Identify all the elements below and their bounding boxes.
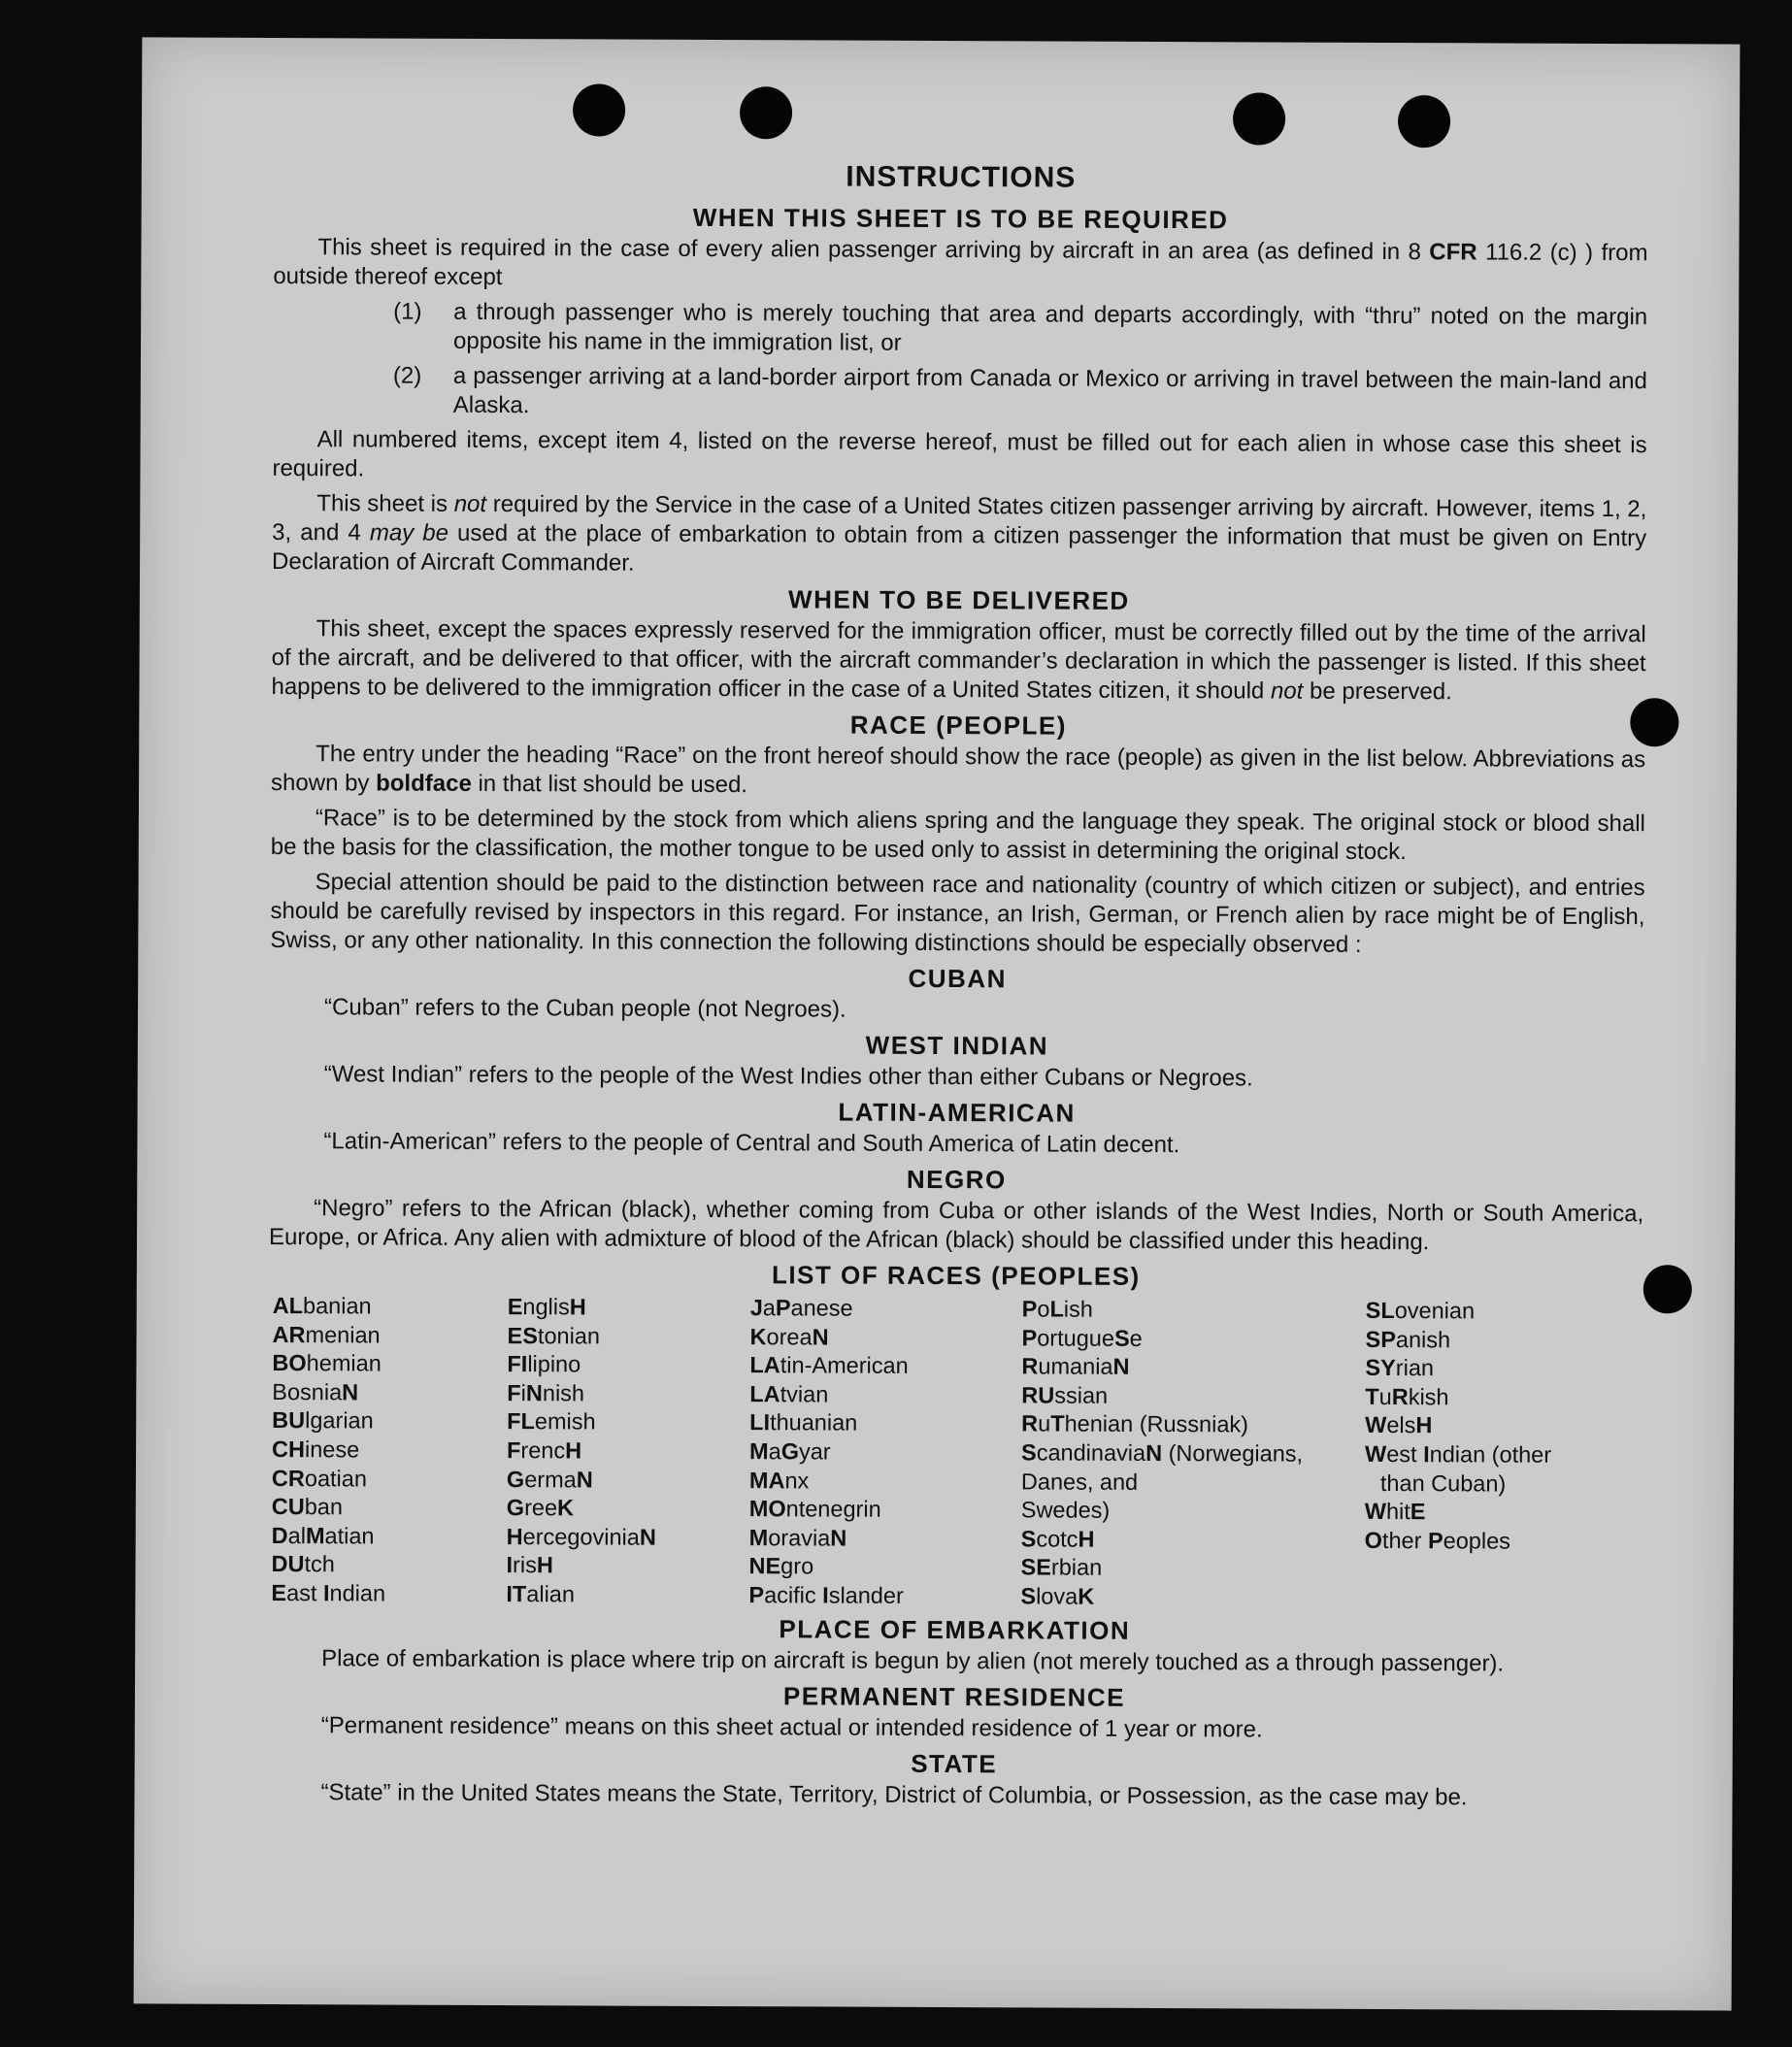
instruction-sheet bbox=[134, 37, 1741, 2010]
residence-heading: PERMANENT RESIDENCE bbox=[782, 1680, 1126, 1712]
race-item: ScotcH bbox=[1020, 1526, 1095, 1552]
race-item: ARmenian bbox=[272, 1321, 381, 1348]
embarkation-heading: PLACE OF EMBARKATION bbox=[779, 1613, 1131, 1645]
when-required-heading: WHEN THIS SHEET IS TO BE REQUIRED bbox=[692, 202, 1229, 235]
race-item: SPanish bbox=[1365, 1326, 1451, 1352]
race-column bbox=[748, 1294, 1021, 1611]
race-paragraph-3: Special attention should be paid to the distinction between race and nationality (country of which citizen or subject), and entries should be carefully revised by inspectors in this regard. For instance, an Irish, German, or French alien by race might be of English, Swiss, or any other nationality. In this connection the following distinctions should be especially observed : bbox=[270, 869, 1645, 958]
latin-american-heading: LATIN-AMERICAN bbox=[838, 1097, 1076, 1128]
race-item: FiNnish bbox=[507, 1379, 585, 1406]
punch-hole bbox=[1398, 95, 1450, 148]
race-item: IrisH bbox=[506, 1552, 553, 1578]
race-item: SYrian bbox=[1365, 1355, 1435, 1381]
race-item: Danes, and bbox=[1020, 1468, 1139, 1495]
race-item: LIthuanian bbox=[749, 1409, 858, 1436]
race-item: EnglisH bbox=[507, 1294, 586, 1320]
race-column bbox=[1020, 1295, 1365, 1612]
race-item: CRoatian bbox=[271, 1465, 367, 1492]
race-item: CHinese bbox=[272, 1436, 360, 1463]
exception-item: (2) a passenger arriving at a land-border airport from Canada or Mexico or arriving in travel between the main-land and Alaska. bbox=[392, 362, 1647, 419]
race-list bbox=[271, 1292, 1643, 1614]
page-title: INSTRUCTIONS bbox=[846, 160, 1077, 194]
cuban-text: “Cuban” refers to the Cuban people (not Negroes). bbox=[324, 994, 846, 1023]
race-item: CUban bbox=[271, 1494, 344, 1520]
race-item: EStonian bbox=[507, 1322, 601, 1349]
race-item: Other Peoples bbox=[1364, 1527, 1510, 1554]
list-of-races-heading: LIST OF RACES (PEOPLES) bbox=[771, 1260, 1141, 1291]
race-item: DalMatian bbox=[271, 1522, 375, 1549]
negro-text: “Negro” refers to the African (black), whether coming from Cuba or other islands of the West Indies, North or South America, Europe, or Africa. Any alien with admixture of blood of the African (black) should be classified under this heading. bbox=[268, 1195, 1644, 1256]
race-item: SLovenian bbox=[1365, 1297, 1476, 1324]
race-heading: RACE (PEOPLE) bbox=[849, 710, 1068, 741]
race-item: MaGyar bbox=[749, 1438, 831, 1465]
when-delivered-heading: WHEN TO BE DELIVERED bbox=[787, 584, 1130, 615]
when-required-intro: This sheet is required in the case of every alien passenger arriving by aircraft in an area (as defined in 8 CFR 116.2 (c) ) from outside thereof except bbox=[273, 234, 1648, 291]
race-item: SlovaK bbox=[1020, 1583, 1095, 1609]
race-item: RumaniaN bbox=[1021, 1353, 1130, 1380]
race-item: RuThenian (Russniak) bbox=[1021, 1410, 1249, 1437]
cuban-heading: CUBAN bbox=[908, 963, 1007, 994]
punch-hole bbox=[1233, 92, 1285, 145]
race-item: BosniaN bbox=[272, 1378, 359, 1405]
race-item: GreeK bbox=[506, 1495, 575, 1521]
race-item: TuRkish bbox=[1365, 1383, 1449, 1410]
punch-hole bbox=[740, 86, 792, 139]
race-item: Pacific Islander bbox=[748, 1582, 904, 1608]
state-heading: STATE bbox=[911, 1748, 998, 1778]
race-column bbox=[506, 1293, 749, 1610]
exception-item: (1) a through passenger who is merely touching that area and departs accordingly, with “thru” noted on the margin opposite his name in the immigration list, or bbox=[393, 298, 1648, 356]
race-item: LAtvian bbox=[749, 1380, 829, 1407]
race-item: NEgro bbox=[748, 1553, 814, 1579]
race-item: LAtin-American bbox=[749, 1352, 909, 1379]
residence-text: “Permanent residence” means on this sheet actual or intended residence of 1 year or more. bbox=[320, 1711, 1263, 1743]
race-item: WhitE bbox=[1364, 1499, 1426, 1525]
punch-hole bbox=[573, 83, 625, 136]
race-item: WelsH bbox=[1365, 1412, 1433, 1438]
west-indian-text: “West Indian” refers to the people of the West Indies other than either Cubans or Negroes. bbox=[323, 1061, 1253, 1092]
citizen-paragraph: This sheet is not required by the Service in the case of a United States citizen passenger arriving by aircraft. However, items 1, 2, 3, and 4 may be used at the place of embarkation to obtain from a citizen passenger the information that must be given on Entry Declaration of Aircraft Commander. bbox=[272, 490, 1647, 577]
race-item: PortugueSe bbox=[1021, 1324, 1143, 1351]
race-item: BUlgarian bbox=[272, 1407, 374, 1434]
when-delivered-paragraph: This sheet, except the spaces expressly reserved for the immigration officer, must be correctly filled out by the time of the arrival of the aircraft, and be delivered to that officer, with the aircraft commander’s declaration in which the passenger is listed. If this sheet happens to be delivered to the immigration officer in the case of a United States citizen, it should not be preserved. bbox=[271, 615, 1646, 706]
race-item: FIlipino bbox=[507, 1351, 581, 1377]
race-column bbox=[1364, 1297, 1637, 1614]
instructions-content bbox=[266, 158, 1647, 1819]
race-item: Swedes) bbox=[1020, 1497, 1111, 1523]
race-paragraph-2: “Race” is to be determined by the stock from which aliens spring and the language they speak. The original stock or blood shall be the basis for the classification, the mother tongue to be used only to assist in determining the original stock. bbox=[270, 805, 1645, 866]
race-item: ALbanian bbox=[272, 1293, 372, 1319]
west-indian-heading: WEST INDIAN bbox=[865, 1030, 1049, 1061]
negro-heading: NEGRO bbox=[906, 1164, 1007, 1195]
race-item: KoreaN bbox=[749, 1323, 829, 1350]
race-column bbox=[271, 1292, 507, 1609]
race-item: JaPanese bbox=[749, 1295, 853, 1321]
race-item: FLemish bbox=[507, 1408, 596, 1435]
race-item: ITalian bbox=[506, 1581, 576, 1607]
race-item: East Indian bbox=[271, 1579, 386, 1606]
race-item: MAnx bbox=[748, 1467, 810, 1493]
race-item: MoraviaN bbox=[748, 1524, 847, 1551]
embarkation-text: Place of embarkation is place where trip on aircraft is begun by alien (not merely touched as a through passenger). bbox=[321, 1644, 1505, 1677]
state-text: “State” in the United States means the State, Territory, District of Columbia, or Possession, as the case may be. bbox=[320, 1778, 1468, 1810]
race-item: than Cuban) bbox=[1379, 1469, 1507, 1497]
race-item: ScandinaviaN (Norwegians, bbox=[1021, 1439, 1304, 1467]
latin-american-text: “Latin-American” refers to the people of Central and South America of Latin decent. bbox=[323, 1128, 1180, 1159]
race-item: BOhemian bbox=[272, 1350, 382, 1376]
race-item: RUssian bbox=[1021, 1382, 1109, 1408]
race-item: DUtch bbox=[271, 1551, 335, 1577]
race-item: PoLish bbox=[1021, 1296, 1093, 1322]
race-item: GermaN bbox=[506, 1466, 593, 1493]
race-item: HercegoviniaN bbox=[506, 1523, 656, 1550]
race-paragraph-1: The entry under the heading “Race” on the front hereof should show the race (people) as given in the list below. Abbreviations as shown by boldface in that list should be used. bbox=[271, 741, 1646, 799]
race-item: FrencH bbox=[507, 1437, 582, 1464]
punch-hole bbox=[1643, 1265, 1692, 1313]
race-item: MOntenegrin bbox=[748, 1496, 881, 1522]
race-item: West Indian (other bbox=[1365, 1440, 1552, 1468]
numbered-items-paragraph: All numbered items, except item 4, listed on the reverse hereof, must be filled out for each alien in whose case this sheet is required. bbox=[272, 426, 1647, 482]
race-item: SErbian bbox=[1020, 1554, 1103, 1581]
